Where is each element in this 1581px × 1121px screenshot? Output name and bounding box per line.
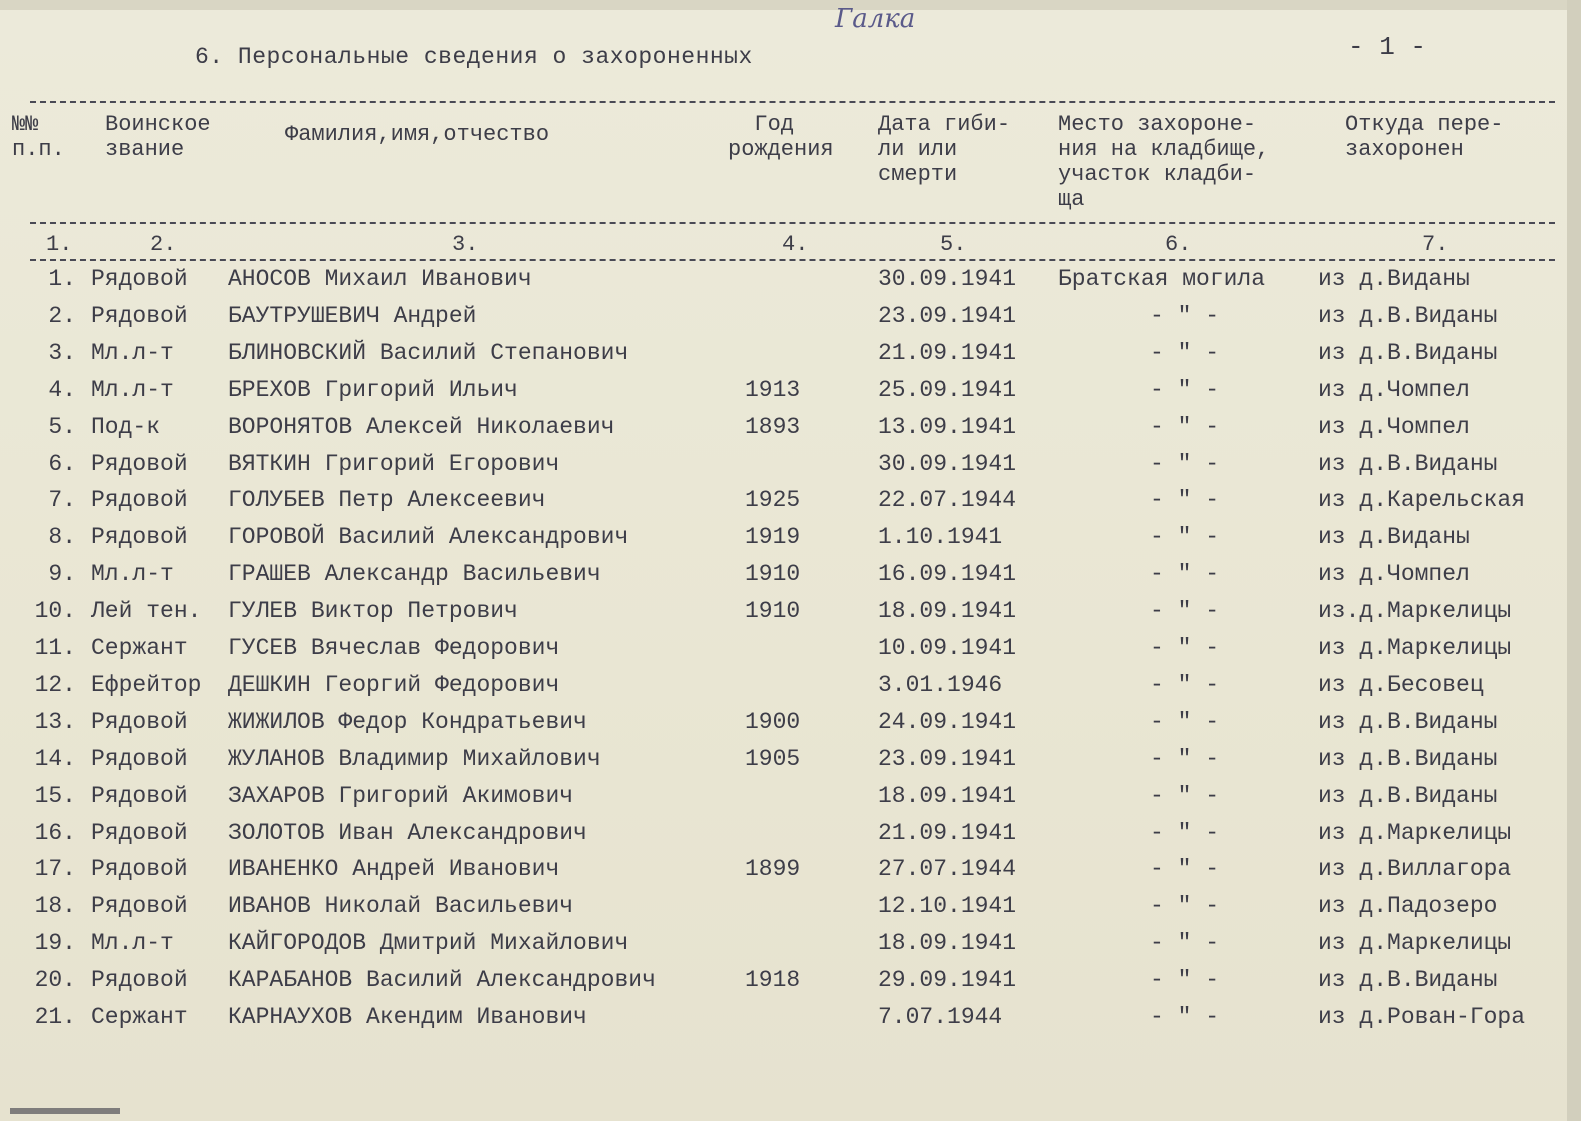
row-name: ГУЛЕВ Виктор Петрович bbox=[228, 598, 518, 625]
table-row bbox=[0, 303, 1581, 340]
table-row bbox=[0, 672, 1581, 709]
row-death-date: 23.09.1941 bbox=[878, 302, 1017, 329]
row-birth-year: 1910 bbox=[745, 598, 801, 625]
row-death-date: 30.09.1941 bbox=[878, 450, 1017, 477]
row-burial-place: - " - bbox=[1150, 708, 1220, 735]
row-birth-year: 1918 bbox=[745, 967, 801, 994]
row-name: ДЕШКИН Георгий Федорович bbox=[228, 671, 560, 698]
row-death-date: 25.09.1941 bbox=[878, 376, 1017, 403]
row-death-date: 18.09.1941 bbox=[878, 782, 1017, 809]
row-reburied-from: из д.В.Виданы bbox=[1318, 745, 1498, 772]
row-death-date: 21.09.1941 bbox=[878, 819, 1017, 846]
row-death-date: 30.09.1941 bbox=[878, 266, 1017, 292]
row-birth-year: 1905 bbox=[745, 745, 801, 772]
column-number-6: 6. bbox=[1165, 232, 1192, 257]
row-rank: Рядовой bbox=[91, 487, 188, 514]
table-row bbox=[0, 635, 1581, 672]
row-name: ГУСЕВ Вячеслав Федорович bbox=[228, 635, 560, 661]
table-row bbox=[0, 414, 1581, 451]
header-rank: Воинское звание bbox=[105, 112, 211, 162]
column-number-4: 4. bbox=[782, 232, 809, 257]
row-burial-place: Братская могила bbox=[1058, 266, 1266, 292]
row-death-date: 27.07.1944 bbox=[878, 856, 1017, 883]
row-burial-place: - " - bbox=[1150, 339, 1220, 366]
row-burial-place: - " - bbox=[1150, 671, 1220, 698]
row-birth-year: 1919 bbox=[745, 524, 801, 551]
row-birth-year: 1910 bbox=[745, 561, 801, 588]
row-name: ГОЛУБЕВ Петр Алексеевич bbox=[228, 487, 546, 514]
table-row bbox=[0, 377, 1581, 414]
row-burial-place: - " - bbox=[1150, 745, 1220, 772]
row-burial-place: - " - bbox=[1150, 856, 1220, 883]
row-birth-year: 1913 bbox=[745, 376, 801, 403]
row-burial-place: - " - bbox=[1150, 561, 1220, 588]
table-row bbox=[0, 598, 1581, 635]
row-reburied-from: из д.Чомпел bbox=[1318, 376, 1470, 403]
row-reburied-from: из д.Маркелицы bbox=[1318, 930, 1512, 957]
row-name: ГРАШЕВ Александр Васильевич bbox=[228, 561, 601, 588]
header-name: Фамилия,имя,отчество bbox=[285, 122, 550, 147]
table-row bbox=[0, 820, 1581, 857]
row-number: 15. bbox=[34, 782, 76, 809]
row-number: 16. bbox=[34, 819, 76, 846]
row-name: КАРНАУХОВ Акендим Иванович bbox=[228, 1004, 587, 1030]
row-number: 6. bbox=[48, 450, 76, 477]
table-row bbox=[0, 524, 1581, 561]
header-place: Место захороне- ния на кладбище, участок кладби- ща bbox=[1058, 112, 1270, 212]
row-reburied-from: из д.В.Виданы bbox=[1318, 782, 1498, 809]
row-burial-place: - " - bbox=[1150, 450, 1220, 477]
row-rank: Рядовой bbox=[91, 893, 188, 920]
table-row bbox=[0, 893, 1581, 930]
row-burial-place: - " - bbox=[1150, 413, 1220, 440]
row-number: 9. bbox=[48, 561, 76, 588]
row-reburied-from: из д.Маркелицы bbox=[1318, 819, 1512, 846]
table-row bbox=[0, 709, 1581, 746]
table-row bbox=[0, 340, 1581, 377]
row-name: БРЕХОВ Григорий Ильич bbox=[228, 376, 518, 403]
row-death-date: 24.09.1941 bbox=[878, 708, 1017, 735]
header-from: Откуда пере- захоронен bbox=[1345, 112, 1504, 162]
row-birth-year: 1925 bbox=[745, 487, 801, 514]
row-reburied-from: из д.Маркелицы bbox=[1318, 635, 1512, 661]
row-name: ГОРОВОЙ Василий Александрович bbox=[228, 524, 629, 551]
row-name: ВЯТКИН Григорий Егорович bbox=[228, 450, 560, 477]
column-number-5: 5. bbox=[940, 232, 967, 257]
column-number-7: 7. bbox=[1422, 232, 1449, 257]
row-death-date: 12.10.1941 bbox=[878, 893, 1017, 920]
row-rank: Мл.л-т bbox=[91, 930, 174, 957]
row-burial-place: - " - bbox=[1150, 524, 1220, 551]
row-reburied-from: из д.Виданы bbox=[1318, 524, 1470, 551]
row-death-date: 1.10.1941 bbox=[878, 524, 1003, 551]
row-burial-place: - " - bbox=[1150, 819, 1220, 846]
row-name: БЛИНОВСКИЙ Василий Степанович bbox=[228, 339, 629, 366]
column-number-2: 2. bbox=[150, 232, 177, 257]
row-rank: Мл.л-т bbox=[91, 339, 174, 366]
row-name: ЗАХАРОВ Григорий Акимович bbox=[228, 782, 574, 809]
column-number-1: 1. bbox=[46, 232, 73, 257]
row-number: 14. bbox=[34, 745, 76, 772]
row-name: БАУТРУШЕВИЧ Андрей bbox=[228, 302, 477, 329]
row-name: ИВАНОВ Николай Васильевич bbox=[228, 893, 574, 920]
table-row bbox=[0, 1004, 1581, 1041]
table-row bbox=[0, 266, 1581, 303]
row-number: 13. bbox=[34, 708, 76, 735]
row-death-date: 3.01.1946 bbox=[878, 671, 1003, 698]
row-burial-place: - " - bbox=[1150, 893, 1220, 920]
row-burial-place: - " - bbox=[1150, 635, 1220, 661]
row-death-date: 16.09.1941 bbox=[878, 561, 1017, 588]
row-reburied-from: из д.Бесовец bbox=[1318, 671, 1484, 698]
row-death-date: 29.09.1941 bbox=[878, 967, 1017, 994]
row-rank: Рядовой bbox=[91, 856, 188, 883]
row-burial-place: - " - bbox=[1150, 930, 1220, 957]
handwritten-note: Галка bbox=[835, 4, 916, 34]
row-death-date: 10.09.1941 bbox=[878, 635, 1017, 661]
row-burial-place: - " - bbox=[1150, 376, 1220, 403]
row-name: АНОСОВ Михаил Иванович bbox=[228, 266, 532, 292]
row-death-date: 21.09.1941 bbox=[878, 339, 1017, 366]
row-burial-place: - " - bbox=[1150, 1004, 1220, 1030]
row-death-date: 13.09.1941 bbox=[878, 413, 1017, 440]
top-edge bbox=[0, 0, 1581, 10]
row-reburied-from: из д.В.Виданы bbox=[1318, 339, 1498, 366]
row-burial-place: - " - bbox=[1150, 487, 1220, 514]
row-reburied-from: из д.Карельская bbox=[1318, 487, 1526, 514]
row-name: КАРАБАНОВ Василий Александрович bbox=[228, 967, 656, 994]
row-rank: Сержант bbox=[91, 1004, 188, 1030]
bottom-mark bbox=[10, 1108, 120, 1114]
row-number: 21. bbox=[34, 1004, 76, 1030]
row-name: ВОРОНЯТОВ Алексей Николаевич bbox=[228, 413, 615, 440]
table-row bbox=[0, 856, 1581, 893]
row-rank: Рядовой bbox=[91, 266, 188, 292]
row-death-date: 7.07.1944 bbox=[878, 1004, 1003, 1030]
row-rank: Рядовой bbox=[91, 524, 188, 551]
row-number: 10. bbox=[34, 598, 76, 625]
row-reburied-from: из д.В.Виданы bbox=[1318, 708, 1498, 735]
table-row bbox=[0, 487, 1581, 524]
row-number: 12. bbox=[34, 671, 76, 698]
page-number: - 1 - bbox=[1348, 32, 1427, 62]
row-number: 4. bbox=[48, 376, 76, 403]
row-burial-place: - " - bbox=[1150, 782, 1220, 809]
row-death-date: 22.07.1944 bbox=[878, 487, 1017, 514]
header-num: №№ п.п. bbox=[12, 112, 65, 162]
row-name: ЖУЛАНОВ Владимир Михайлович bbox=[228, 745, 601, 772]
row-number: 8. bbox=[48, 524, 76, 551]
row-birth-year: 1899 bbox=[745, 856, 801, 883]
row-reburied-from: из д.В.Виданы bbox=[1318, 302, 1498, 329]
table-row bbox=[0, 967, 1581, 1004]
row-number: 2. bbox=[48, 302, 76, 329]
row-reburied-from: из д.Чомпел bbox=[1318, 561, 1470, 588]
row-reburied-from: из д.В.Виданы bbox=[1318, 450, 1498, 477]
table-row bbox=[0, 930, 1581, 967]
row-number: 3. bbox=[48, 339, 76, 366]
row-reburied-from: из д.Виданы bbox=[1318, 266, 1470, 292]
table-row bbox=[0, 451, 1581, 488]
row-birth-year: 1893 bbox=[745, 413, 801, 440]
column-number-3: 3. bbox=[452, 232, 479, 257]
row-reburied-from: из д.Виллагора bbox=[1318, 856, 1512, 883]
row-rank: Рядовой bbox=[91, 450, 188, 477]
row-rank: Мл.л-т bbox=[91, 561, 174, 588]
row-rank: Рядовой bbox=[91, 967, 188, 994]
table-row bbox=[0, 746, 1581, 783]
document-title: 6. Персональные сведения о захороненных bbox=[195, 44, 753, 70]
row-burial-place: - " - bbox=[1150, 302, 1220, 329]
row-name: ЗОЛОТОВ Иван Александрович bbox=[228, 819, 587, 846]
row-rank: Мл.л-т bbox=[91, 376, 174, 403]
row-burial-place: - " - bbox=[1150, 967, 1220, 994]
row-number: 19. bbox=[34, 930, 76, 957]
numbers-rule bbox=[30, 259, 1555, 261]
row-name: ЖИЖИЛОВ Федор Кондратьевич bbox=[228, 708, 587, 735]
row-rank: Рядовой bbox=[91, 302, 188, 329]
row-death-date: 18.09.1941 bbox=[878, 930, 1017, 957]
row-number: 5. bbox=[48, 413, 76, 440]
row-number: 11. bbox=[34, 635, 76, 661]
table-row bbox=[0, 783, 1581, 820]
table-row bbox=[0, 561, 1581, 598]
row-rank: Рядовой bbox=[91, 782, 188, 809]
row-number: 17. bbox=[34, 856, 76, 883]
row-reburied-from: из д.Чомпел bbox=[1318, 413, 1470, 440]
row-reburied-from: из д.В.Виданы bbox=[1318, 967, 1498, 994]
row-reburied-from: из.д.Маркелицы bbox=[1318, 598, 1512, 625]
header-date: Дата гиби- ли или смерти bbox=[878, 112, 1011, 187]
row-rank: Рядовой bbox=[91, 708, 188, 735]
row-rank: Рядовой bbox=[91, 819, 188, 846]
header-bottom-rule bbox=[30, 222, 1555, 224]
row-number: 20. bbox=[34, 967, 76, 994]
row-death-date: 18.09.1941 bbox=[878, 598, 1017, 625]
row-rank: Рядовой bbox=[91, 745, 188, 772]
row-name: ИВАНЕНКО Андрей Иванович bbox=[228, 856, 560, 883]
row-rank: Лей тен. bbox=[91, 598, 202, 625]
row-reburied-from: из д.Рован-Гора bbox=[1318, 1004, 1526, 1030]
header-top-rule bbox=[30, 101, 1555, 103]
row-birth-year: 1900 bbox=[745, 708, 801, 735]
header-year: Год рождения bbox=[728, 112, 834, 162]
row-rank: Под-к bbox=[91, 413, 161, 440]
row-burial-place: - " - bbox=[1150, 598, 1220, 625]
row-rank: Сержант bbox=[91, 635, 188, 661]
row-name: КАЙГОРОДОВ Дмитрий Михайлович bbox=[228, 930, 629, 957]
row-number: 7. bbox=[48, 487, 76, 514]
row-number: 1. bbox=[48, 266, 76, 292]
row-rank: Ефрейтор bbox=[91, 671, 202, 698]
row-death-date: 23.09.1941 bbox=[878, 745, 1017, 772]
row-number: 18. bbox=[34, 893, 76, 920]
row-reburied-from: из д.Падозеро bbox=[1318, 893, 1498, 920]
